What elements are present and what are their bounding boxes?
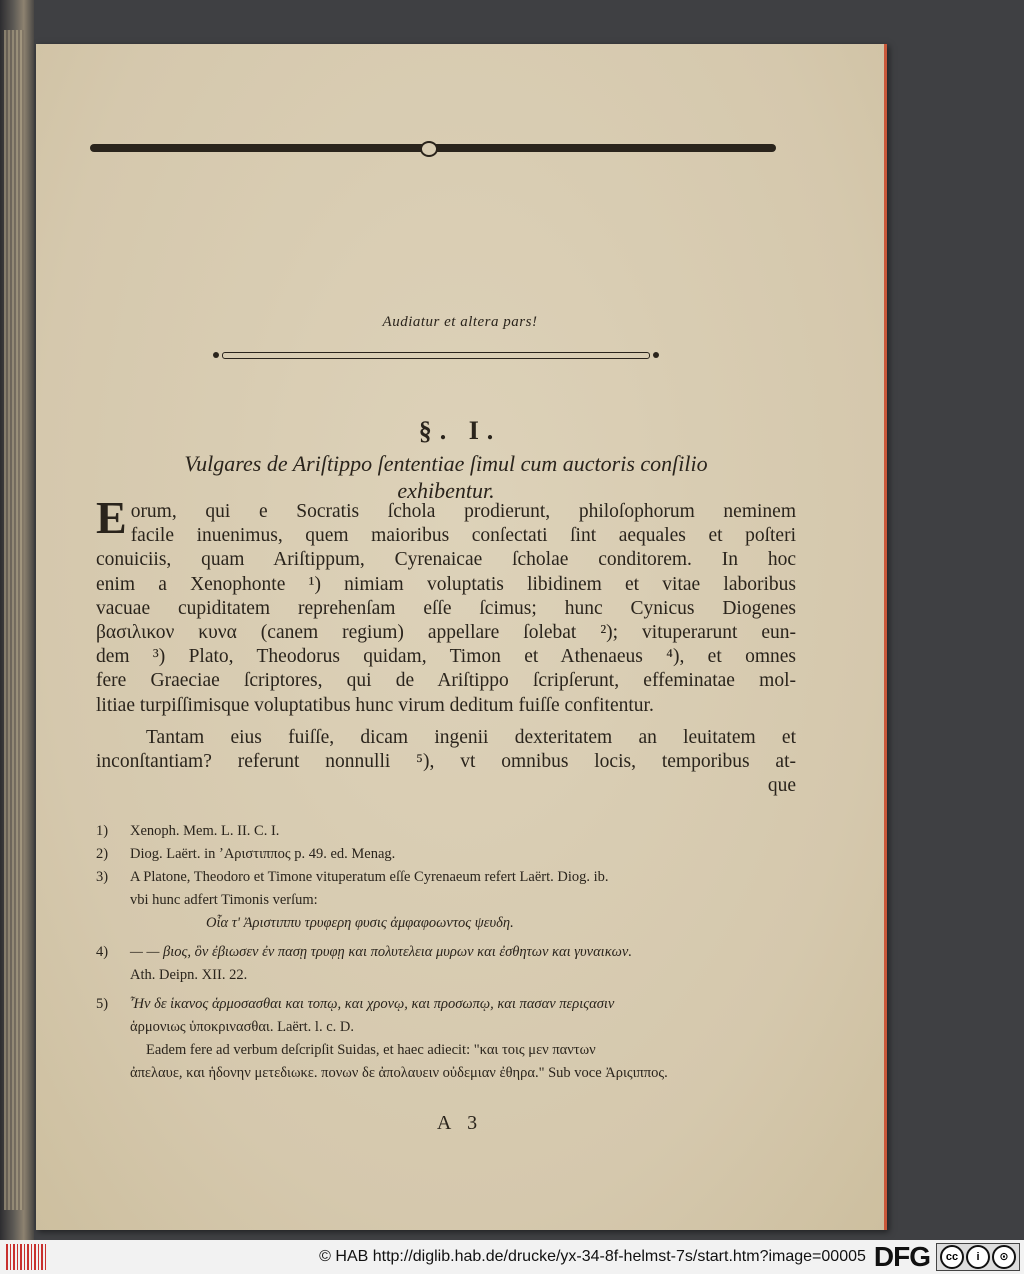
footnote-number: 4) bbox=[96, 944, 109, 960]
book-page bbox=[36, 44, 887, 1230]
motto: Audiatur et altera pars! bbox=[382, 314, 538, 330]
text-line: βασιλικον κυνα (canem regium) appellare ſolebat ²); vituperarunt eun- bbox=[96, 622, 796, 644]
catchword: que bbox=[767, 775, 796, 797]
text-line: inconſtantiam? referunt nonnulli ⁵), vt omnibus locis, temporibus at- bbox=[96, 751, 796, 773]
cc-icon: cc bbox=[940, 1245, 964, 1269]
section-title bbox=[106, 450, 786, 504]
ornament-knot bbox=[420, 141, 438, 157]
motto-ornament-rule bbox=[222, 352, 650, 359]
footnote-4-citation: Ath. Deipn. XII. 22. bbox=[130, 967, 248, 983]
footnote-number: 2) bbox=[96, 846, 109, 862]
paragraph-2 bbox=[96, 726, 796, 799]
footnote-text: A Platone, Theodoro et Timone vituperatum eſſe Cyrenaeum refert Laërt. Diog. ib. bbox=[130, 869, 609, 885]
section-title-line-2: exhibentur. bbox=[397, 478, 495, 503]
footnote-5-extra-1: Eadem fere ad verbum deſcripſit Suidas, et haec adiecit: "και τοις μεν παντων bbox=[146, 1042, 596, 1058]
body-text bbox=[96, 492, 796, 798]
footnote-1 bbox=[96, 820, 816, 843]
footnote-number: 1) bbox=[96, 823, 109, 839]
book-spine-edge bbox=[0, 0, 34, 1240]
paragraph-1 bbox=[96, 492, 796, 718]
cc-license-badge[interactable] bbox=[936, 1243, 1020, 1271]
section-title-line-1: Vulgares de Ariſtippo ſententiae ſimul cum auctoris conſilio bbox=[184, 451, 708, 476]
viewer-footer bbox=[0, 1240, 1024, 1274]
text-line: orum, qui e Socratis ſchola prodierunt, philoſophorum neminem bbox=[130, 501, 796, 522]
footnote-text: Xenoph. Mem. L. II. C. I. bbox=[130, 823, 280, 839]
text-line: fere Graeciae ſcriptores, qui de Ariſtippo ſcripſerunt, effeminatae mol- bbox=[96, 670, 796, 692]
text-line: dem ³) Plato, Theodorus quidam, Timon et Athenaeus ⁴), et omnes bbox=[96, 646, 796, 668]
footnote-text: — — βιος, ὃν ἐβιωσεν ἐν πασῃ τρυφῃ και πολυτελεια μυρων και ἐσθητων και γυναικων. bbox=[130, 944, 632, 960]
attribution-icon: i bbox=[966, 1245, 990, 1269]
footnotes bbox=[96, 820, 816, 1085]
footnote-5 bbox=[96, 993, 816, 1016]
footnote-text: Diog. Laërt. in ʼΑριστιππος p. 49. ed. Menag. bbox=[130, 846, 396, 862]
share-alike-icon: ⊙ bbox=[992, 1245, 1016, 1269]
text-line: Tantam eius fuiſſe, dicam ingenii dexteritatem an leuitatem et bbox=[146, 726, 796, 748]
footnote-5-continuation: ἁρμονιως ὑποκρινασθαι. Laërt. l. c. D. bbox=[130, 1019, 354, 1035]
footnote-5-extra-2: ἀπελαυε, και ἡδονην μετεδιωκε. πονων δε ἀπολαυειν οὐδεμιαν ἐθηρα." Sub voce Ἀριςιππος. bbox=[130, 1065, 668, 1081]
page-stack bbox=[4, 30, 24, 1210]
text-line: facile inuenimus, quem maioribus conſectati ſint aequales et poſteri bbox=[130, 525, 796, 547]
signature-mark: A 3 bbox=[436, 1112, 484, 1134]
footnote-3-greek-verse: Οἷα τ' Ἀριστιππυ τρυφερη φυσις ἀμφαφοωντος ψευδη. bbox=[206, 915, 514, 931]
footnote-3-continuation: vbi hunc adfert Timonis verſum: bbox=[130, 892, 318, 908]
text-line: enim a Xenophonte ¹) nimiam voluptatis libidinem et vitae laboribus bbox=[96, 573, 796, 595]
top-ornament-rule bbox=[90, 144, 776, 152]
footnote-text: Ἦν δε ἱκανος ἁρμοσασθαι και τοπῳ, και χρονῳ, και προσωπῳ, και πασαν περιςασιν bbox=[130, 996, 615, 1012]
footnote-2 bbox=[96, 843, 816, 866]
footnote-number: 5) bbox=[96, 996, 109, 1012]
drop-cap: E bbox=[96, 492, 127, 543]
footnote-4 bbox=[96, 941, 816, 964]
footnote-3 bbox=[96, 866, 816, 889]
copyright-link[interactable]: © HAB http://diglib.hab.de/drucke/yx-34-8f-helmst-7s/start.htm?image=00005 bbox=[319, 1248, 866, 1265]
section-mark: §. I. bbox=[418, 416, 502, 445]
text-line: vacuae cupiditatem reprehenſam eſſe ſcimus; hunc Cynicus Diogenes bbox=[96, 597, 796, 619]
footnote-number: 3) bbox=[96, 869, 109, 885]
text-line: litiae turpiſſimisque voluptatibus hunc virum deditum fuiſſe confitentur. bbox=[96, 694, 654, 716]
dfg-logo: DFG bbox=[873, 1241, 930, 1272]
text-line: conuiciis, quam Ariſtippum, Cyrenaicae ſcholae conditorem. In hoc bbox=[96, 549, 796, 571]
hab-barcode-logo bbox=[6, 1244, 46, 1270]
